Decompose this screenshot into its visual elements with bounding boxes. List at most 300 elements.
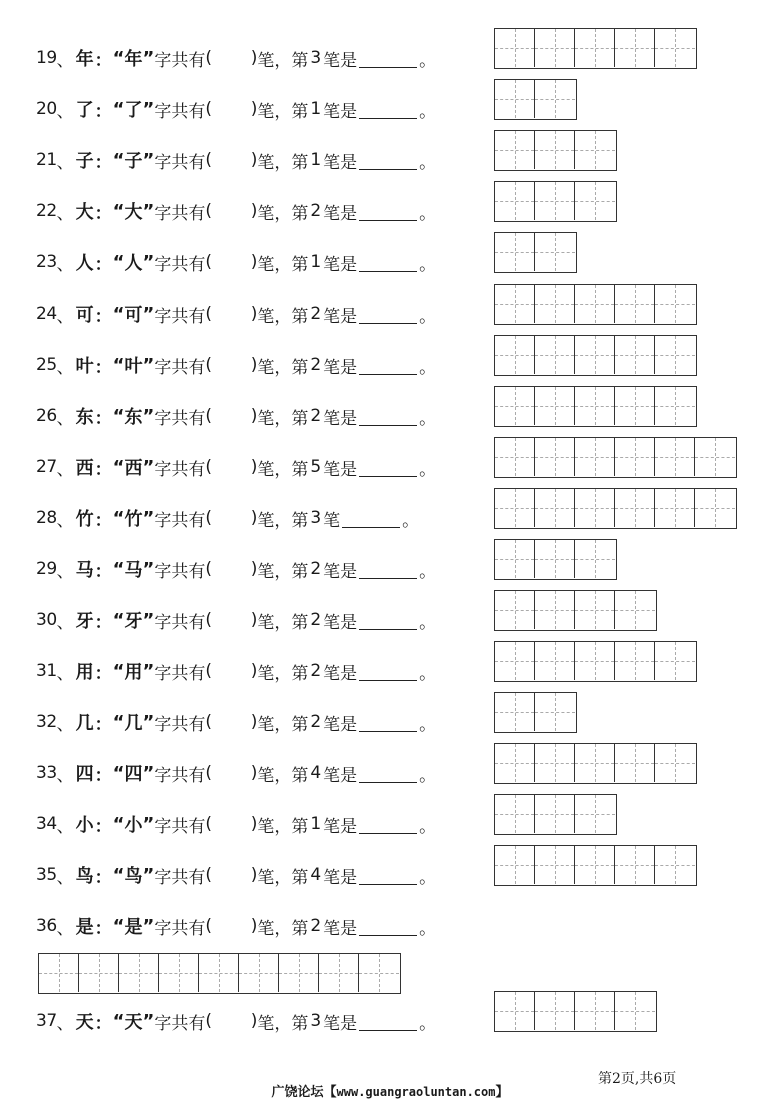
stroke-count-answer[interactable]	[205, 304, 257, 324]
paren-open: (	[205, 763, 212, 783]
quoted-character: 马	[124, 560, 143, 581]
stroke-count-answer[interactable]	[205, 1011, 257, 1031]
stroke-count-answer[interactable]	[205, 814, 257, 834]
phrase-stroke-is: 笔是	[323, 459, 358, 480]
period: 。	[419, 357, 437, 378]
grid-cell[interactable]	[695, 489, 735, 527]
paren-close: )	[250, 252, 258, 272]
question-number: 26	[36, 406, 57, 426]
writing-grid[interactable]	[494, 743, 697, 784]
paren-open: (	[205, 355, 212, 375]
question-number: 34	[36, 814, 57, 834]
writing-grid[interactable]	[494, 130, 617, 171]
phrase-stroke-is: 笔是	[323, 306, 358, 327]
grid-cell[interactable]	[535, 233, 575, 271]
phrase-strokes: 笔，	[257, 357, 292, 378]
quote-open: “	[112, 711, 125, 733]
question-number: 24	[36, 304, 57, 324]
quote-close: ”	[142, 915, 155, 937]
number-separator: 、	[56, 50, 74, 71]
grid-cell[interactable]	[495, 642, 535, 680]
grid-cell[interactable]	[535, 29, 575, 67]
grid-cell[interactable]	[615, 489, 655, 527]
phrase-strokes: 笔，	[257, 612, 292, 633]
stroke-ordinal: 2	[310, 610, 322, 630]
colon: ：	[94, 612, 112, 633]
stroke-ordinal: 1	[310, 814, 322, 834]
stroke-answer-blank[interactable]	[359, 253, 417, 272]
grid-cell[interactable]	[279, 954, 319, 992]
stroke-ordinal: 1	[310, 252, 322, 272]
grid-cell[interactable]	[615, 29, 655, 67]
question-number: 23	[36, 252, 57, 272]
question-character: 是	[75, 917, 94, 938]
phrase-stroke-is: 笔是	[323, 714, 358, 735]
stroke-answer-blank[interactable]	[359, 407, 417, 426]
phrase-ordinal: 第	[291, 203, 309, 224]
stroke-ordinal: 5	[310, 457, 322, 477]
quoted-character: 天	[124, 1012, 143, 1033]
phrase-strokes: 笔，	[257, 254, 292, 275]
number-separator: 、	[56, 203, 74, 224]
phrase-stroke-is: 笔是	[323, 203, 358, 224]
footer-site-url[interactable]: www.guangraoluntan.com	[336, 1085, 496, 1099]
colon: ：	[94, 1013, 112, 1034]
grid-cell[interactable]	[495, 387, 535, 425]
stroke-ordinal: 2	[310, 201, 322, 221]
writing-grid[interactable]	[494, 539, 617, 580]
grid-cell[interactable]	[495, 336, 535, 374]
paren-close: )	[250, 99, 258, 119]
quoted-character: 大	[124, 202, 143, 223]
grid-cell[interactable]	[575, 29, 615, 67]
grid-cell[interactable]	[615, 642, 655, 680]
stroke-ordinal: 4	[310, 865, 322, 885]
stroke-ordinal: 2	[310, 304, 322, 324]
stroke-count-answer[interactable]	[205, 355, 257, 375]
grid-cell[interactable]	[495, 992, 535, 1030]
grid-cell[interactable]	[575, 540, 615, 578]
stroke-count-answer[interactable]	[205, 865, 257, 885]
phrase-total-strokes: 字共有	[154, 101, 206, 122]
question-row	[36, 549, 436, 589]
grid-cell[interactable]	[615, 336, 655, 374]
colon: ：	[94, 561, 112, 582]
grid-cell[interactable]	[535, 438, 575, 476]
paren-close: )	[250, 814, 258, 834]
period: 。	[419, 306, 437, 327]
stroke-answer-blank[interactable]	[359, 662, 417, 681]
writing-grid[interactable]	[494, 79, 577, 120]
paren-close: )	[250, 406, 258, 426]
phrase-total-strokes: 字共有	[154, 663, 206, 684]
phrase-strokes: 笔，	[257, 152, 292, 173]
phrase-strokes: 笔，	[257, 816, 292, 837]
phrase-strokes: 笔，	[257, 663, 292, 684]
period: 。	[402, 510, 420, 531]
stroke-answer-blank[interactable]	[359, 49, 417, 68]
paren-close: )	[250, 610, 258, 630]
stroke-count-answer[interactable]	[205, 712, 257, 732]
grid-cell[interactable]	[615, 285, 655, 323]
stroke-answer-blank[interactable]	[359, 202, 417, 221]
quote-close: ”	[142, 660, 155, 682]
paren-open: (	[205, 48, 212, 68]
grid-cell[interactable]	[655, 29, 695, 67]
grid-cell[interactable]	[575, 182, 615, 220]
grid-cell[interactable]	[535, 489, 575, 527]
grid-cell[interactable]	[615, 438, 655, 476]
stroke-count-answer[interactable]	[205, 610, 257, 630]
colon: ：	[94, 203, 112, 224]
grid-cell[interactable]	[695, 438, 735, 476]
number-separator: 、	[56, 152, 74, 173]
paren-close: )	[250, 559, 258, 579]
grid-cell[interactable]	[535, 387, 575, 425]
writing-grid[interactable]	[494, 386, 697, 427]
quote-open: “	[112, 660, 125, 682]
phrase-strokes: 笔，	[257, 203, 292, 224]
phrase-ordinal: 第	[291, 459, 309, 480]
stroke-count-answer[interactable]	[205, 457, 257, 477]
stroke-ordinal: 4	[310, 763, 322, 783]
phrase-ordinal: 第	[291, 612, 309, 633]
stroke-ordinal: 2	[310, 661, 322, 681]
number-separator: 、	[56, 663, 74, 684]
grid-cell[interactable]	[655, 438, 695, 476]
question-row	[36, 600, 436, 640]
writing-grid[interactable]	[494, 232, 577, 273]
phrase-total-strokes: 字共有	[154, 1013, 206, 1034]
question-number: 36	[36, 916, 57, 936]
footer-bracket-open: 【	[323, 1085, 337, 1100]
paren-close: )	[250, 661, 258, 681]
quoted-character: 竹	[124, 509, 143, 530]
grid-cell[interactable]	[119, 954, 159, 992]
paren-close: )	[250, 712, 258, 732]
question-character: 可	[75, 305, 94, 326]
phrase-ordinal: 第	[291, 357, 309, 378]
writing-grid[interactable]	[494, 181, 617, 222]
paren-close: )	[250, 355, 258, 375]
question-row	[36, 242, 436, 282]
writing-grid[interactable]	[494, 437, 737, 478]
quote-open: “	[112, 1010, 125, 1032]
phrase-total-strokes: 字共有	[154, 152, 206, 173]
writing-grid[interactable]	[494, 488, 737, 529]
stroke-count-answer[interactable]	[205, 508, 257, 528]
quote-open: “	[112, 354, 125, 376]
stroke-count-answer[interactable]	[205, 150, 257, 170]
phrase-strokes: 笔，	[257, 867, 292, 888]
stroke-answer-blank[interactable]	[359, 305, 417, 324]
grid-cell[interactable]	[575, 131, 615, 169]
question-character: 人	[75, 253, 94, 274]
grid-cell[interactable]	[159, 954, 199, 992]
quote-open: “	[112, 609, 125, 631]
phrase-total-strokes: 字共有	[154, 254, 206, 275]
phrase-total-strokes: 字共有	[154, 510, 206, 531]
stroke-count-answer[interactable]	[205, 252, 257, 272]
colon: ：	[94, 254, 112, 275]
stroke-answer-blank[interactable]	[359, 866, 417, 885]
question-number: 27	[36, 457, 57, 477]
question-number: 37	[36, 1011, 57, 1031]
grid-cell[interactable]	[575, 387, 615, 425]
grid-cell[interactable]	[535, 131, 575, 169]
grid-cell[interactable]	[655, 387, 695, 425]
quoted-character: 西	[124, 458, 143, 479]
writing-grid[interactable]	[38, 953, 401, 994]
grid-cell[interactable]	[495, 438, 535, 476]
number-separator: 、	[56, 459, 74, 480]
quote-close: ”	[142, 98, 155, 120]
grid-cell[interactable]	[655, 285, 695, 323]
stroke-answer-blank[interactable]	[359, 151, 417, 170]
grid-cell[interactable]	[655, 846, 695, 884]
stroke-count-answer[interactable]	[205, 48, 257, 68]
grid-cell[interactable]	[535, 795, 575, 833]
phrase-total-strokes: 字共有	[154, 50, 206, 71]
grid-cell[interactable]	[495, 233, 535, 271]
number-separator: 、	[56, 714, 74, 735]
number-separator: 、	[56, 306, 74, 327]
writing-grid[interactable]	[494, 335, 697, 376]
grid-cell[interactable]	[495, 80, 535, 118]
question-number: 31	[36, 661, 57, 681]
grid-cell[interactable]	[615, 591, 655, 629]
question-row	[36, 447, 436, 487]
paren-open: (	[205, 559, 212, 579]
phrase-strokes: 笔，	[257, 918, 292, 939]
period: 。	[419, 254, 437, 275]
writing-grid[interactable]	[494, 284, 697, 325]
quote-open: “	[112, 251, 125, 273]
phrase-total-strokes: 字共有	[154, 203, 206, 224]
grid-cell[interactable]	[575, 336, 615, 374]
colon: ：	[94, 816, 112, 837]
question-character: 叶	[75, 356, 94, 377]
question-row	[36, 140, 436, 180]
question-character: 年	[75, 49, 94, 70]
writing-grid[interactable]	[494, 991, 657, 1032]
quote-close: ”	[142, 47, 155, 69]
phrase-total-strokes: 字共有	[154, 459, 206, 480]
phrase-total-strokes: 字共有	[154, 918, 206, 939]
stroke-answer-blank[interactable]	[342, 509, 400, 528]
grid-cell[interactable]	[495, 29, 535, 67]
grid-cell[interactable]	[495, 285, 535, 323]
question-row	[36, 294, 436, 334]
grid-cell[interactable]	[495, 591, 535, 629]
quoted-character: 鸟	[124, 866, 143, 887]
quoted-character: 东	[124, 407, 143, 428]
number-separator: 、	[56, 561, 74, 582]
phrase-strokes: 笔，	[257, 101, 292, 122]
phrase-stroke-is: 笔是	[323, 612, 358, 633]
question-character: 东	[75, 407, 94, 428]
grid-cell[interactable]	[495, 131, 535, 169]
grid-cell[interactable]	[495, 744, 535, 782]
period: 。	[419, 50, 437, 71]
paren-close: )	[250, 508, 258, 528]
phrase-total-strokes: 字共有	[154, 561, 206, 582]
writing-grid[interactable]	[494, 590, 657, 631]
grid-cell[interactable]	[495, 540, 535, 578]
grid-cell[interactable]	[575, 591, 615, 629]
grid-cell[interactable]	[655, 336, 695, 374]
number-separator: 、	[56, 408, 74, 429]
phrase-stroke-is: 笔是	[323, 918, 358, 939]
grid-cell[interactable]	[535, 540, 575, 578]
phrase-ordinal: 第	[291, 918, 309, 939]
writing-grid[interactable]	[494, 845, 697, 886]
grid-cell[interactable]	[655, 642, 695, 680]
colon: ：	[94, 357, 112, 378]
phrase-total-strokes: 字共有	[154, 816, 206, 837]
stroke-count-answer[interactable]	[205, 406, 257, 426]
phrase-total-strokes: 字共有	[154, 612, 206, 633]
stroke-answer-blank[interactable]	[359, 560, 417, 579]
phrase-stroke-is: 笔是	[323, 663, 358, 684]
quote-open: “	[112, 47, 125, 69]
quoted-character: 牙	[124, 611, 143, 632]
phrase-stroke-is: 笔是	[323, 765, 358, 786]
period: 。	[419, 714, 437, 735]
phrase-stroke-is: 笔是	[323, 816, 358, 837]
paren-close: )	[250, 865, 258, 885]
number-separator: 、	[56, 254, 74, 275]
grid-cell[interactable]	[199, 954, 239, 992]
page-number: 第2页,共6页	[598, 1071, 677, 1087]
colon: ：	[94, 765, 112, 786]
stroke-answer-blank[interactable]	[359, 815, 417, 834]
paren-open: (	[205, 1011, 212, 1031]
quoted-character: 年	[124, 49, 143, 70]
stroke-answer-blank[interactable]	[359, 713, 417, 732]
grid-cell[interactable]	[535, 992, 575, 1030]
paren-open: (	[205, 304, 212, 324]
phrase-ordinal: 第	[291, 254, 309, 275]
stroke-ordinal: 2	[310, 916, 322, 936]
grid-cell[interactable]	[495, 489, 535, 527]
quoted-character: 是	[124, 917, 143, 938]
grid-cell[interactable]	[575, 489, 615, 527]
grid-cell[interactable]	[615, 846, 655, 884]
stroke-answer-blank[interactable]	[359, 611, 417, 630]
stroke-count-answer[interactable]	[205, 661, 257, 681]
grid-cell[interactable]	[535, 336, 575, 374]
stroke-answer-blank[interactable]	[359, 917, 417, 936]
stroke-count-answer[interactable]	[205, 201, 257, 221]
question-number: 30	[36, 610, 57, 630]
number-separator: 、	[56, 612, 74, 633]
question-number: 29	[36, 559, 57, 579]
grid-cell[interactable]	[39, 954, 79, 992]
phrase-ordinal: 第	[291, 867, 309, 888]
grid-cell[interactable]	[495, 693, 535, 731]
grid-cell[interactable]	[535, 591, 575, 629]
writing-grid[interactable]	[494, 641, 697, 682]
writing-grid[interactable]	[494, 794, 617, 835]
question-character: 小	[75, 815, 94, 836]
grid-cell[interactable]	[575, 795, 615, 833]
number-separator: 、	[56, 357, 74, 378]
quote-open: “	[112, 149, 125, 171]
grid-cell[interactable]	[79, 954, 119, 992]
grid-cell[interactable]	[655, 489, 695, 527]
paren-close: )	[250, 916, 258, 936]
stroke-count-answer[interactable]	[205, 916, 257, 936]
grid-cell[interactable]	[319, 954, 359, 992]
writing-grid[interactable]	[494, 28, 697, 69]
stroke-answer-blank[interactable]	[359, 458, 417, 477]
stroke-answer-blank[interactable]	[359, 356, 417, 375]
phrase-ordinal: 第	[291, 50, 309, 71]
grid-cell[interactable]	[535, 693, 575, 731]
grid-cell[interactable]	[575, 846, 615, 884]
grid-cell[interactable]	[535, 846, 575, 884]
question-row	[36, 651, 436, 691]
grid-cell[interactable]	[495, 846, 535, 884]
stroke-answer-blank[interactable]	[359, 764, 417, 783]
stroke-count-answer[interactable]	[205, 99, 257, 119]
stroke-answer-blank[interactable]	[359, 1012, 417, 1031]
stroke-count-answer[interactable]	[205, 763, 257, 783]
stroke-ordinal: 2	[310, 559, 322, 579]
grid-cell[interactable]	[535, 80, 575, 118]
quote-close: ”	[142, 354, 155, 376]
grid-cell[interactable]	[575, 642, 615, 680]
quote-open: “	[112, 456, 125, 478]
grid-cell[interactable]	[615, 387, 655, 425]
grid-cell[interactable]	[575, 438, 615, 476]
quote-open: “	[112, 98, 125, 120]
grid-cell[interactable]	[495, 795, 535, 833]
grid-cell[interactable]	[359, 954, 399, 992]
quoted-character: 叶	[124, 356, 143, 377]
grid-cell[interactable]	[615, 992, 655, 1030]
grid-cell[interactable]	[655, 744, 695, 782]
quote-open: “	[112, 405, 125, 427]
quote-open: “	[112, 813, 125, 835]
grid-cell[interactable]	[535, 285, 575, 323]
phrase-strokes: 笔，	[257, 714, 292, 735]
grid-cell[interactable]	[535, 642, 575, 680]
grid-cell[interactable]	[535, 744, 575, 782]
phrase-total-strokes: 字共有	[154, 408, 206, 429]
question-row	[36, 498, 419, 538]
phrase-stroke-is: 笔是	[323, 357, 358, 378]
paren-open: (	[205, 252, 212, 272]
stroke-answer-blank[interactable]	[359, 100, 417, 119]
grid-cell[interactable]	[535, 182, 575, 220]
number-separator: 、	[56, 101, 74, 122]
phrase-ordinal: 第	[291, 1013, 309, 1034]
writing-grid[interactable]	[494, 692, 577, 733]
number-separator: 、	[56, 1013, 74, 1034]
grid-cell[interactable]	[575, 285, 615, 323]
stroke-count-answer[interactable]	[205, 559, 257, 579]
paren-close: )	[250, 763, 258, 783]
grid-cell[interactable]	[495, 182, 535, 220]
grid-cell[interactable]	[575, 992, 615, 1030]
quote-open: “	[112, 200, 125, 222]
grid-cell[interactable]	[239, 954, 279, 992]
grid-cell[interactable]	[575, 744, 615, 782]
grid-cell[interactable]	[615, 744, 655, 782]
quote-close: ”	[142, 1010, 155, 1032]
